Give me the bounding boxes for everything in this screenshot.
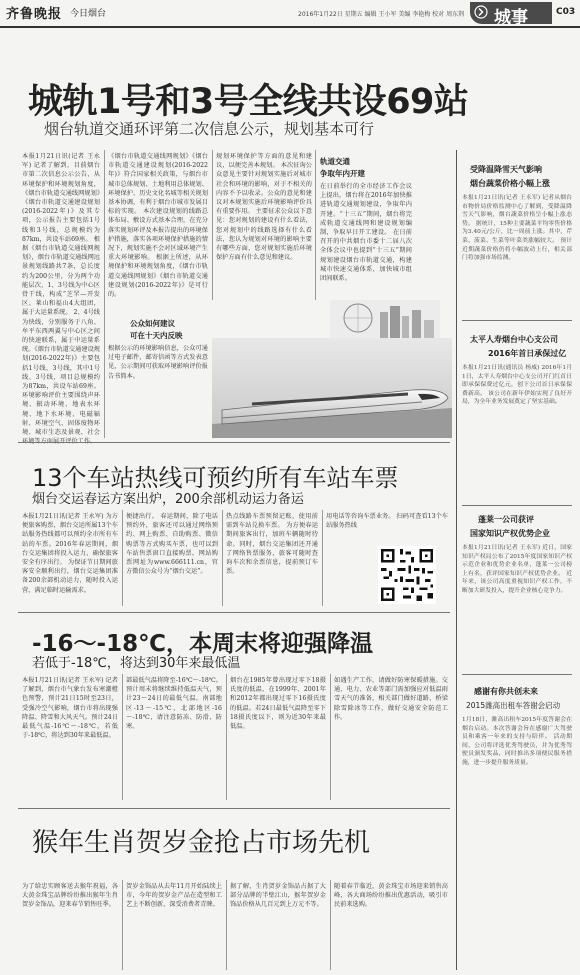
city-skyline-image xyxy=(330,300,440,340)
column-divider xyxy=(226,880,227,970)
story3-col1: 本报1月21日讯(记者 王永军) 记者了解到，烟台市气象台发布寒潮橙色预警，预计21日15时至23日，受强冷空气影响，烟台市将出现强降温、降雪和大风天气。预计24日最低气温-16℃～-18℃，若低于-18℃，将达到30年来最低温。 xyxy=(22,677,118,740)
right1-body: 本报1月21日讯(记者 王永军) 记者从烟台市物价局价格监测中心了解到，受降温降雪天气影响，烟台蔬菜价格呈小幅上涨态势。 据统计，15种主要蔬菜平均零售价格为3.40元/公斤，比一周前上涨。其中，芹菜、菠菜、生菜等叶菜类涨幅较大。 预计近期蔬菜价格仍将小幅波动上行，相关部门将加强市场监测。 xyxy=(462,195,572,262)
sidebar-divider xyxy=(456,150,457,970)
column-divider xyxy=(122,880,123,970)
section-name: 城事 xyxy=(494,8,528,28)
right2-body: 本报1月21日讯(通讯员 杨威) 2016年1月1日，太平人寿烟台中心支公司开门红首日即承保保费过亿元，创下公司首日承保保费新高。 该公司在新年伊始实现了良好开局，为全年业务发展奠定了坚实基础。 xyxy=(462,365,572,406)
story3-headline: -16～-18℃，本周末将迎强降温 xyxy=(32,631,373,657)
sidebar-rule xyxy=(462,320,572,321)
right2-title2: 2016年首日承保过亿 xyxy=(488,349,567,358)
right2-title: 太平人寿烟台中心支公司 xyxy=(470,335,558,344)
sidebar-rule xyxy=(462,674,572,675)
story4-col4: 随着春节临近，黄金珠宝市场迎来销售高峰，各大商场纷纷推出优惠活动，吸引市民前来选购。 xyxy=(334,883,448,909)
story1-col3: 规划环境保护等方面的意见和建议，以便完善本规划。 本次征询公众意见主要针对规划实施后对城市社会和环境的影响，对于不相关的内容不予以收录。公众的意见和建议对本规划实施后环境影响评价具有重要作用。 主要征求公众以下意见：您对规划的建设有什么看法，您对规划中的线路选择有什么看法，您认为规划对环境的影响主要有哪些方面，您对规划实施后环境保护方面有什么意见和建议。 xyxy=(216,153,312,262)
story2-col3: 热点线路车票预留记账，使用前需到车站兑换车票。 为方便春运期间旅客出行，加班车辆随时待命。同时，烟台交运集团还开通了网络售票服务，旅客可随时查询车次和余票信息，提前预订车票。 xyxy=(226,513,318,576)
column-divider xyxy=(122,674,123,800)
edition-name: 今日烟台 xyxy=(70,9,107,19)
column-divider xyxy=(222,510,223,606)
right4-title2: 2015潍高出租车答谢会启动 xyxy=(466,701,561,710)
column-divider xyxy=(315,150,316,300)
story4-col2: 贺岁金饰品从去年11月开始陆续上市，今年的贺岁金产品在造型和工艺上不断创新，深受消费者青睐。 xyxy=(126,883,222,909)
story1-col2-head: 公众如何建议 xyxy=(130,319,175,328)
page-number: C03 xyxy=(556,7,576,17)
section-rule xyxy=(18,612,450,613)
story3-subhead: 若低于-18℃，将达到30年来最低温 xyxy=(32,656,241,671)
story1-col4-head: 轨道交通 xyxy=(320,157,350,166)
right3-body: 本报1月21日讯(记者 王永军) 近日，国家知识产权局公布了2015年度国家知识产权示范企业和优势企业名单，蓬莱一公司榜上有名，获评国家知识产权优势企业。 近年来，该公司高度重视知识产权工作，不断加大研发投入，提升企业核心竞争力。 xyxy=(462,545,572,594)
section-rule xyxy=(18,442,450,443)
story1-col2: 《烟台市轨道交通线网规划》《烟台市轨道交通建设规划(2016-2022年)》符合国家相关政策，与烟台市城市总体规划、土地利用总体规划、环境保护、历史文化名城等相关规划基本协调，有利于烟台市城市发展目标的实现。 本次建设规划的线路总体布局、敷设方式基本合理，在充分落实规划环评及本报告提出的环境保护措施，落实各项环境保护措施的情况下，规划实施不会对区域环境产生重大环境影响。 根据上所述，从环境保护和环境规划角度，《烟台市轨道交通线网规划》《烟台市轨道交通建设规划(2016-2022年)》是可行的。 xyxy=(108,153,208,299)
column-divider xyxy=(122,510,123,606)
column-divider xyxy=(104,150,105,438)
story4-col3: 据了解，生肖贺岁金饰品占据了大部分品牌的半壁江山，猴年贺岁金饰品价格从几百元到上万元不等。 xyxy=(230,883,326,909)
right4-title: 感谢有你共创未来 xyxy=(474,687,538,696)
right3-title2: 国家知识产权优势企业 xyxy=(470,529,550,538)
column-divider xyxy=(330,880,331,970)
story4-col1: 为了给忠实顾客送去猴年祝福，各大黄金珠宝品牌纷纷推出猴年生肖贺岁金饰品，迎来春节销售旺季。 xyxy=(22,883,118,909)
section-tab xyxy=(470,2,552,28)
story2-col2: 便捷出行。 春运期间，除了电话预约外，旅客还可以通过网络预约、网上购票、自助购票、微信购票等方式购买车票，也可以到车站售票窗口直接购票。网站购票网址为www.666111.cn，官方微信公众号为“烟台交运”。 xyxy=(126,513,218,576)
section-rule xyxy=(18,808,450,809)
newspaper-logo: 齐鲁晚报 xyxy=(6,7,63,22)
qr-code-image[interactable] xyxy=(378,546,436,604)
train-image xyxy=(212,338,452,438)
story1-col2b: 根据公示的环境影响信息，公众可通过电子邮件、邮寄信函等方式发表意见，公示期间可获取环境影响评价报告书简本。 xyxy=(108,345,208,380)
story3-col3: 烟台在1985年曾出现过零下18摄氏度的低温，在1999年、2001年和2012年都出现过零下16摄氏度的低温。若24日最低气温降至零下18摄氏度以下，则为近30年来最低温。 xyxy=(230,677,326,731)
story1-col2-head2: 可在十天内反映 xyxy=(130,331,183,340)
right1-title: 受降温降雪天气影响 xyxy=(470,165,542,174)
story3-col4: 如遇生产工作，请做好防寒保暖措施。交通、电力、农业等部门需加强应对低温雨雪天气的准备，相关部门做好道路、桥梁除雪除冰等工作，做好交通安全防范工作。 xyxy=(334,677,448,721)
story4-headline: 猴年生肖贺岁金抢占市场先机 xyxy=(32,828,371,858)
story1-col1: 本报1月21日讯(记者 王永军) 记者了解到，目前烟台市第二次信息公示公告，从环境保护和环境规划角度，《烟台市轨道交通线网规划》《烟台市轨道交通建设规划(2016-2022年)》及其专项，公示报告主要包括1号线和3号线，总规模约为87km，共设车站69座。 根据《烟台市轨道交通线网规划》，烟台市轨道交通线网远景规划线路共7条，总长度约为200公里，分为两个功能层次，1、3号线为中心区骨干线，构成“芝罘—开发区、莱山和福山4大组团，属于大运量系统。 2、4号线为快线，分别服务于八角、牟平东西两翼与中心区之间的快速联系，属于中运量系统。《烟台市轨道交通建设规划(2016-2022年)》主要包括1号线、3号线，其中1号线、3号线，项目总规模约为87km，共设车站69座。 环境影响评价主要围绕声环境、振动环境、地表水环境、地下水环境、电磁辐射、环境空气、固体废物环境、城市生态及景观、社会 xyxy=(22,153,100,437)
story2-headline: 13个车站热线可预约所有车站车票 xyxy=(32,464,399,492)
right1-title2: 烟台蔬菜价格小幅上涨 xyxy=(470,179,550,188)
issue-meta: 2016年1月22日 星期五 编辑 王小军 美编 李艳梅 校对 周东荆 xyxy=(298,11,465,18)
sidebar-rule xyxy=(462,505,572,506)
story1-headline: 城轨1号和3号全线共设69站 xyxy=(28,82,469,122)
story1-subhead: 烟台轨道交通环评第二次信息公示，规划基本可行 xyxy=(44,120,375,138)
story2-subhead: 烟台交运春运方案出炉，200余部机动运力备运 xyxy=(32,492,304,507)
column-divider xyxy=(322,510,323,606)
column-divider xyxy=(330,674,331,800)
column-divider xyxy=(212,150,213,300)
story1-col4: 在日前举行的全市经济工作会议上提出，烟台将在2016年加快推进轨道交通规划建设，争取年内开建。“十三五”期间，烟台将完成轨道交通线网和建设规划编制，争取早日开工建设。 在日前召开的中共烟台市委十二届八次全体会议中也提到“十三五”期间规划建设烟台市轨道交通，构建城市快速交通体系，加快城市组团间联系。 xyxy=(320,183,412,283)
column-divider xyxy=(226,674,227,800)
arrow-right-icon xyxy=(474,5,488,19)
story1-col4-head2: 争取年内开建 xyxy=(320,169,365,178)
right4-body: 1月18日，潍高出租车2015年度答谢会在烟台启动。本次答谢会旨在感谢广大驾驶员和乘客一年来的支持与陪伴。 活动期间，公司将评选优秀驾驶员，并为优秀驾驶员颁发奖品，同时推出多项便民服务措施，进一步提升服务质量。 xyxy=(462,717,572,766)
story2-col4: 用电话等咨询车票业务。 扫码可查看13个车站服务热线 xyxy=(326,513,448,530)
story3-col2: 部最低气温将降至-16℃～-18℃。 预计周末将继续维持低温天气，预计23～24日的最低气温，南部地区-13～-15℃，北部地区-16～-18℃，请注意防冻、防滑、防寒。 xyxy=(126,677,222,731)
right3-title: 蓬莱一公司获评 xyxy=(478,515,534,524)
story2-col1: 本报1月21日讯(记者 王永军) 为方便旅客购票，烟台交运所属13个车站服务热线都可以预约全市所有车站的车票。2016年春运期间，烟台交运集团将投入运力，确保旅客安全有序出行。 为保证节日期间旅客安全顺利出行，烟台交运集团准备200余部机动运力，随时投入运营，满足临时运输需求。 xyxy=(22,513,118,594)
